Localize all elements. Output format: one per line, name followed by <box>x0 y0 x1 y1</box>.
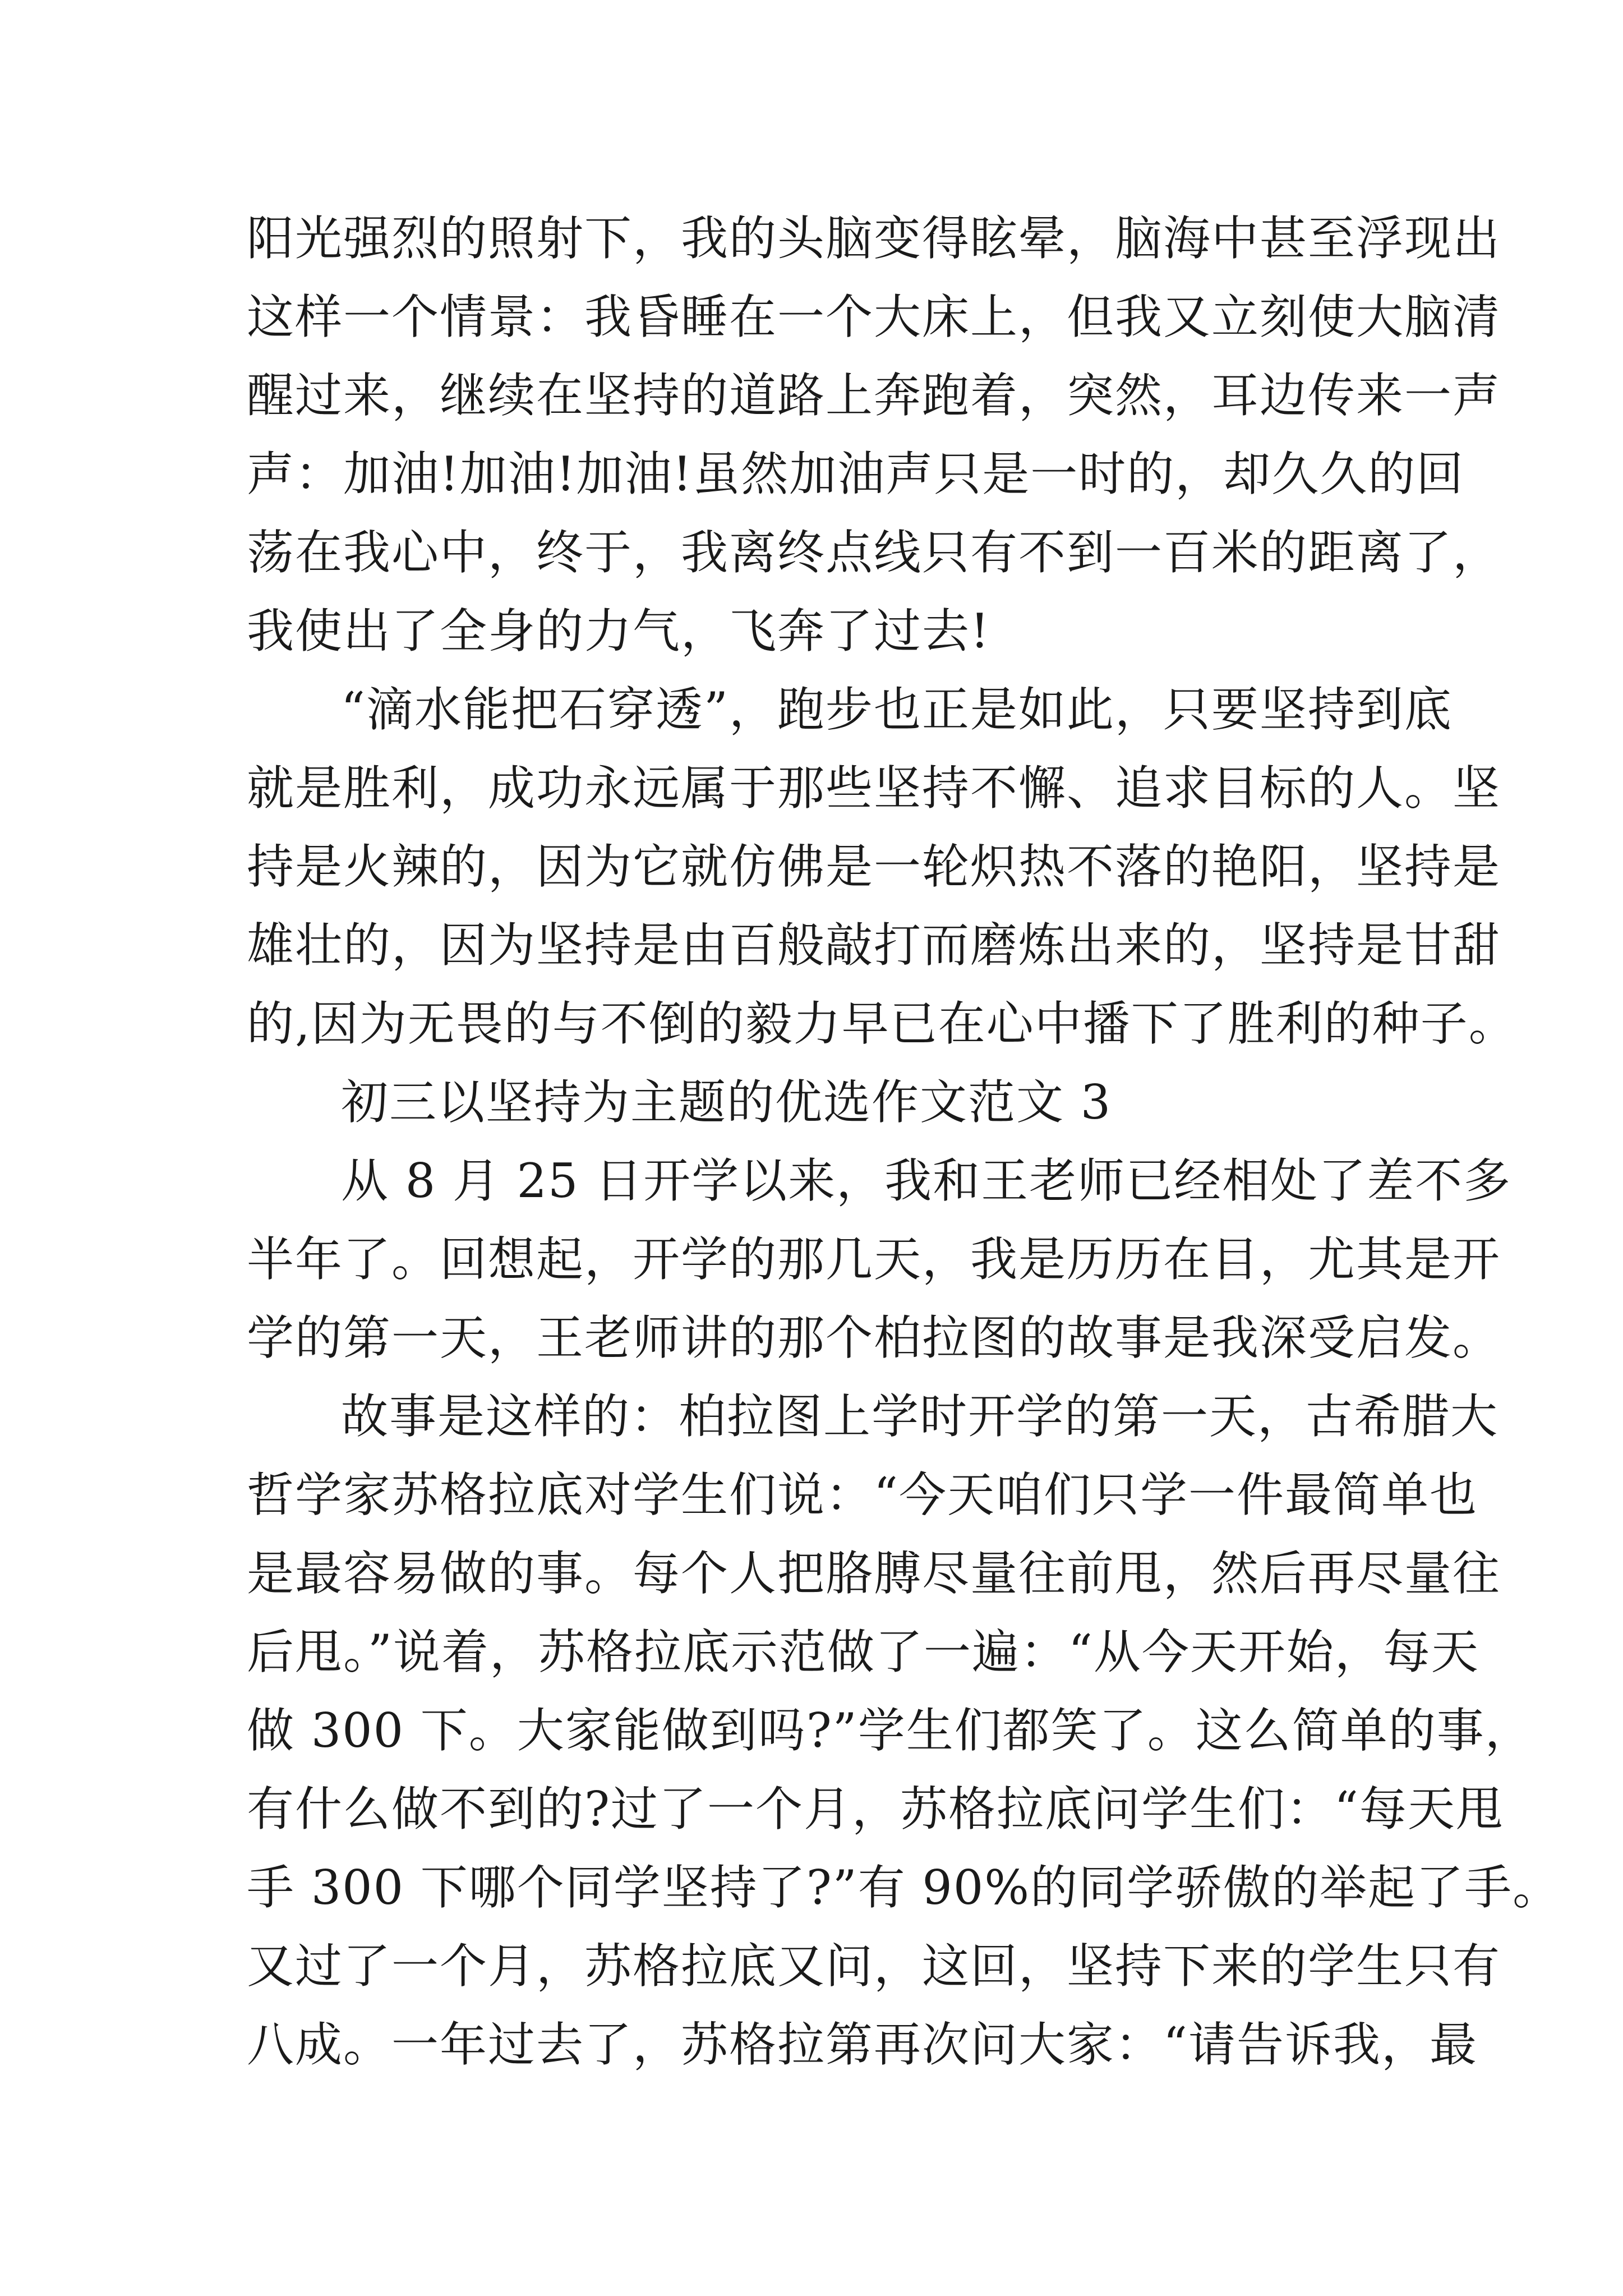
text-line: 阳光强烈的照射下，我的头脑变得眩晕，脑海中甚至浮现出 <box>247 211 1501 266</box>
text-line: 我使出了全身的力气，飞奔了过去! <box>247 604 990 659</box>
text-line: 这样一个情景：我昏睡在一个大床上，但我又立刻使大脑清 <box>247 289 1501 344</box>
text-line: 是最容易做的事。每个人把胳膊尽量往前甩，然后再尽量往 <box>247 1546 1501 1601</box>
text-line: 持是火辣的，因为它就仿佛是一轮炽热不落的艳阳，坚持是 <box>247 839 1501 894</box>
text-line: 雄壮的，因为坚持是由百般敲打而磨炼出来的，坚持是甘甜 <box>247 918 1501 973</box>
text-line: 荡在我心中，终于，我离终点线只有不到一百米的距离了， <box>247 525 1501 580</box>
text-line: 手 300 下哪个同学坚持了?”有 90%的同学骄傲的举起了手。 <box>247 1860 1561 1915</box>
text-line: 就是胜利，成功永远属于那些坚持不懈、追求目标的人。坚 <box>247 761 1501 816</box>
text-line: 的,因为无畏的与不倒的毅力早已在心中播下了胜利的种子。 <box>247 996 1517 1051</box>
text-line: 哲学家苏格拉底对学生们说：“今天咱们只学一件最简单也 <box>247 1467 1478 1522</box>
text-line: 声：加油!加油!加油!虽然加油声只是一时的，却久久的回 <box>247 447 1465 501</box>
section-heading: 初三以坚持为主题的优选作文范文 3 <box>341 1075 1112 1130</box>
text-line: 八成。一年过去了，苏格拉第再次问大家：“请告诉我，最 <box>247 2017 1478 2072</box>
text-line: 学的第一天，王老师讲的那个柏拉图的故事是我深受启发。 <box>247 1310 1501 1365</box>
paragraph-start-line: 故事是这样的：柏拉图上学时开学的第一天，古希腊大 <box>341 1389 1499 1444</box>
text-line: 又过了一个月，苏格拉底又问，这回，坚持下来的学生只有 <box>247 1939 1501 1994</box>
text-line: 做 300 下。大家能做到吗?”学生们都笑了。这么简单的事， <box>247 1703 1533 1758</box>
text-line: 后甩。”说着，苏格拉底示范做了一遍：“从今天开始，每天 <box>247 1625 1479 1680</box>
text-line: 醒过来，继续在坚持的道路上奔跑着，突然，耳边传来一声 <box>247 368 1501 423</box>
text-line: 半年了。回想起，开学的那几天，我是历历在目，尤其是开 <box>247 1232 1501 1287</box>
paragraph-start-line: “滴水能把石穿透”，跑步也正是如此，只要坚持到底 <box>341 682 1453 737</box>
body-text <box>247 199 1561 2084</box>
paragraph-start-line: 从 8 月 25 日开学以来，我和王老师已经相处了差不多 <box>341 1153 1512 1208</box>
text-line: 有什么做不到的?过了一个月，苏格拉底问学生们：“每天甩 <box>247 1782 1504 1837</box>
